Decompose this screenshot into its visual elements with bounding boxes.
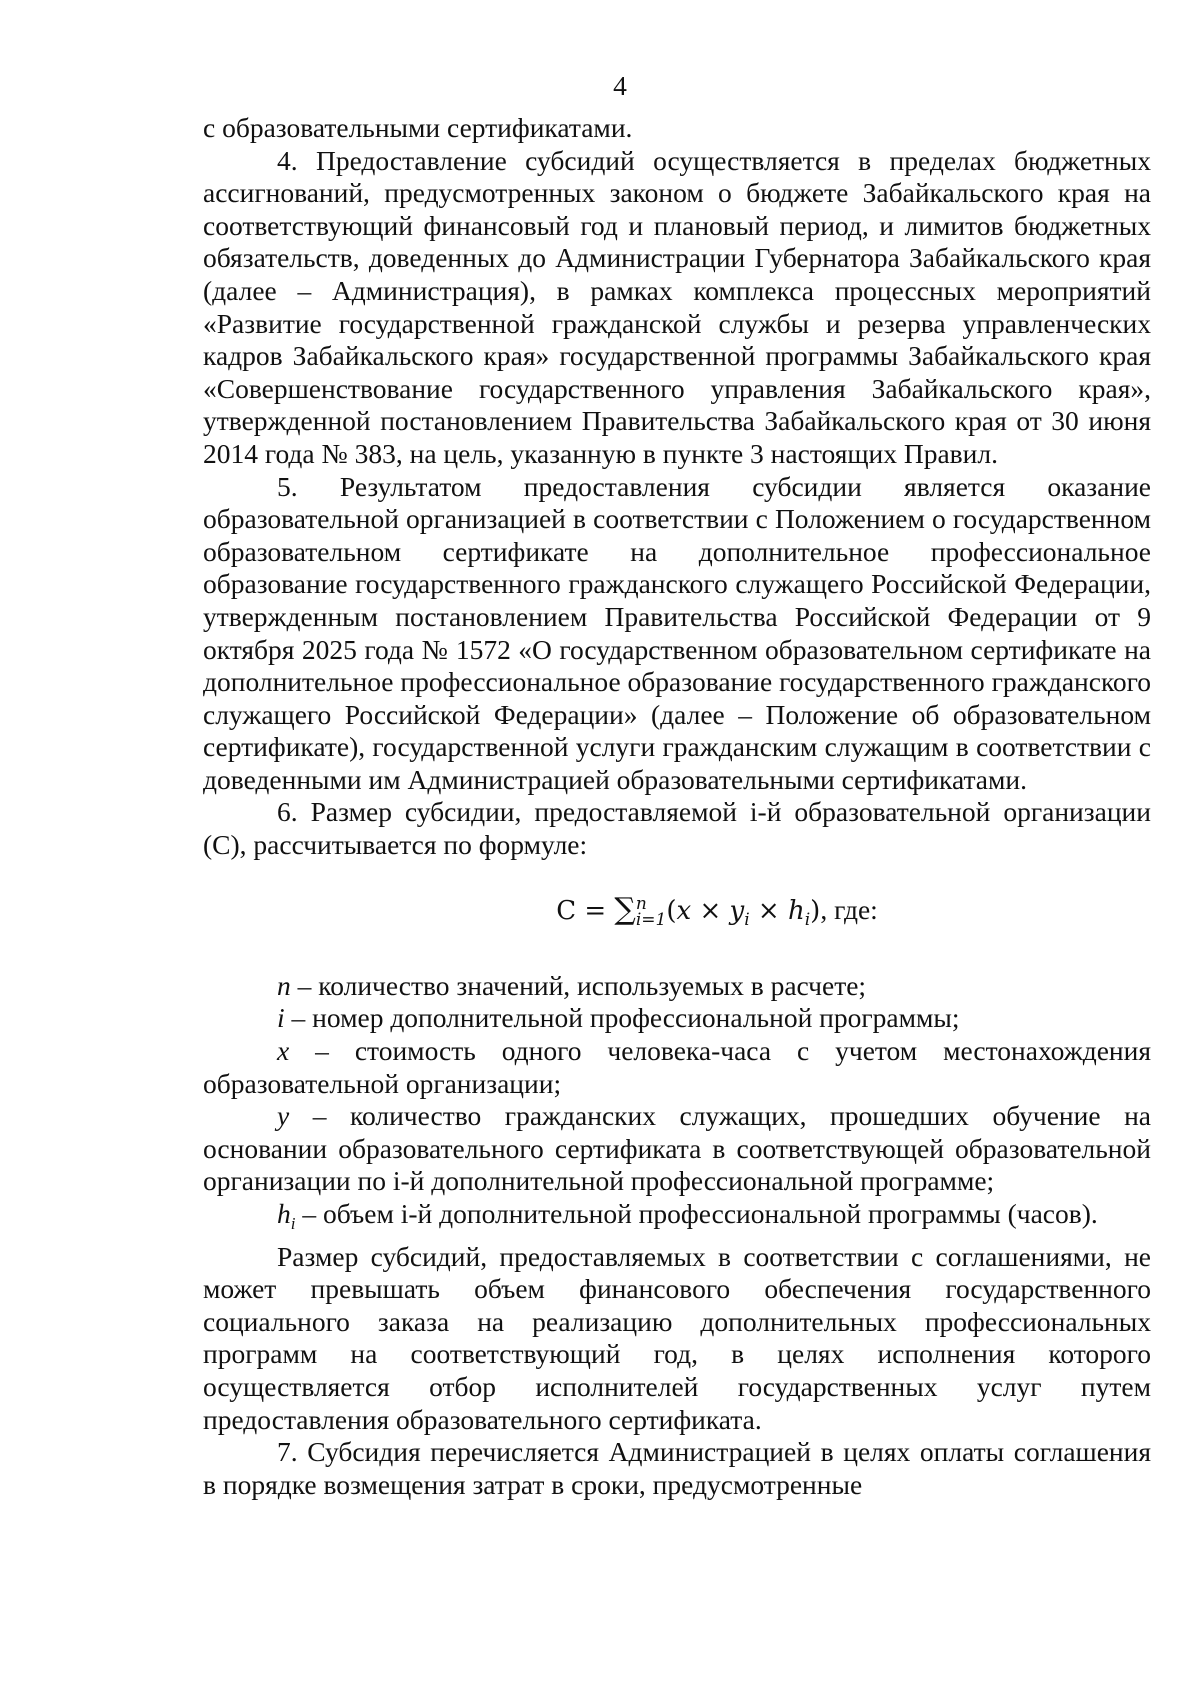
paragraph-subsidy-limit: Размер субсидий, предоставляемых в соответствии с соглашениями, не может превышать объем финансового обеспечения государственного социального заказа на реализацию дополнительных профессиональных программ на соответствующий год, в целях исполнения которого осуществляется отбор исполнителей государственных услуг путем предоставления образовательного сертификата. — [203, 1240, 1151, 1435]
paragraph-5: 5. Результатом предоставления субсидии является оказание образовательной организацией в соответствии с Положением о государственном образовательном сертификате на дополнительное профессиональное образование государственного гражданского служащего Российской Федерации, утвержденным постановлением Правительства Российской Федерации от 9 октября 2025 года № 1572 «О государственном образовательном сертификате на дополнительное профессиональное образование государственного гражданского служащего Российской Федерации» (далее – Положение об образовательном сертификате), государственной услуги гражданским служащим в соответствии с доведенными им Администрацией образовательными сертификатами. — [203, 470, 1151, 795]
var-n: n — [277, 969, 291, 1001]
formula-tail: , где: — [820, 893, 878, 925]
formula-x: x — [676, 895, 692, 926]
definition-h-text: – объем i-й дополнительной профессиональной программы (часов). — [295, 1198, 1098, 1229]
formula-h: h — [787, 895, 805, 926]
formula-sum-symbol: ∑ — [614, 891, 636, 927]
formula-lhs: C — [556, 895, 577, 926]
var-i: i — [277, 1002, 285, 1034]
definition-i — [203, 1002, 1151, 1035]
formula-times-2: × — [757, 895, 780, 926]
definition-n — [203, 970, 1151, 1003]
paragraph-continuation: с образовательными сертификатами. — [203, 112, 633, 143]
definition-n-text: – количество значений, используемых в расчете; — [290, 969, 867, 1001]
definition-i-text: – номер дополнительной профессиональной программы; — [284, 1002, 960, 1034]
var-h: h — [277, 1198, 291, 1229]
definition-x-text: – стоимость одного человека-часа с учетом местонахождения образовательной организации; — [203, 1035, 1151, 1099]
formula-h-sub: i — [804, 909, 811, 930]
definition-y-text: – количество гражданских служащих, прошедших обучение на основании образовательного сертификата в соответствующей образовательной организации по i-й дополнительной профессиональной программе; — [203, 1100, 1151, 1197]
formula-y-sub: i — [744, 909, 750, 930]
formula-sum-lower: i=1 — [635, 909, 667, 930]
formula-open-paren: ( — [666, 895, 677, 926]
definition-y — [203, 1100, 1151, 1198]
document-body — [203, 112, 1151, 1501]
formula-times-1: × — [699, 895, 722, 926]
var-y: y — [277, 1100, 290, 1132]
formula-y: y — [729, 895, 745, 926]
paragraph-4: 4. Предоставление субсидий осуществляется в пределах бюджетных ассигнований, предусмотренных законом о бюджете Забайкальского края на соответствующий финансовый год и плановый период, и лимитов бюджетных обязательств, доведенных до Администрации Губернатора Забайкальского края (далее – Администрация), в рамках комплекса процессных мероприятий «Развитие государственной гражданской службы и резерва управленческих кадров Забайкальского края» государственной программы Забайкальского края «Совершенствование государственного управления Забайкальского края», утвержденной постановлением Правительства Забайкальского края от 30 июня 2014 года № 383, на цель, указанную в пункте 3 настоящих Правил. — [203, 144, 1151, 469]
page-number: 4 — [613, 70, 627, 101]
formula-close-paren: ) — [810, 895, 821, 926]
formula-sum-upper: n — [635, 893, 647, 914]
var-x: x — [277, 1035, 290, 1067]
formula-equals: = — [584, 895, 607, 926]
paragraph-7: 7. Субсидия перечисляется Администрацией в целях оплаты соглашения в порядке возмещения затрат в сроки, предусмотренные — [203, 1436, 1151, 1500]
definition-h — [203, 1198, 1151, 1241]
definition-x — [203, 1035, 1151, 1100]
var-h-sub: i — [290, 1214, 296, 1233]
subsidy-formula — [203, 890, 1151, 940]
paragraph-6: 6. Размер субсидии, предоставляемой i-й образовательной организации (С), рассчитывается по формуле: — [203, 796, 1151, 861]
